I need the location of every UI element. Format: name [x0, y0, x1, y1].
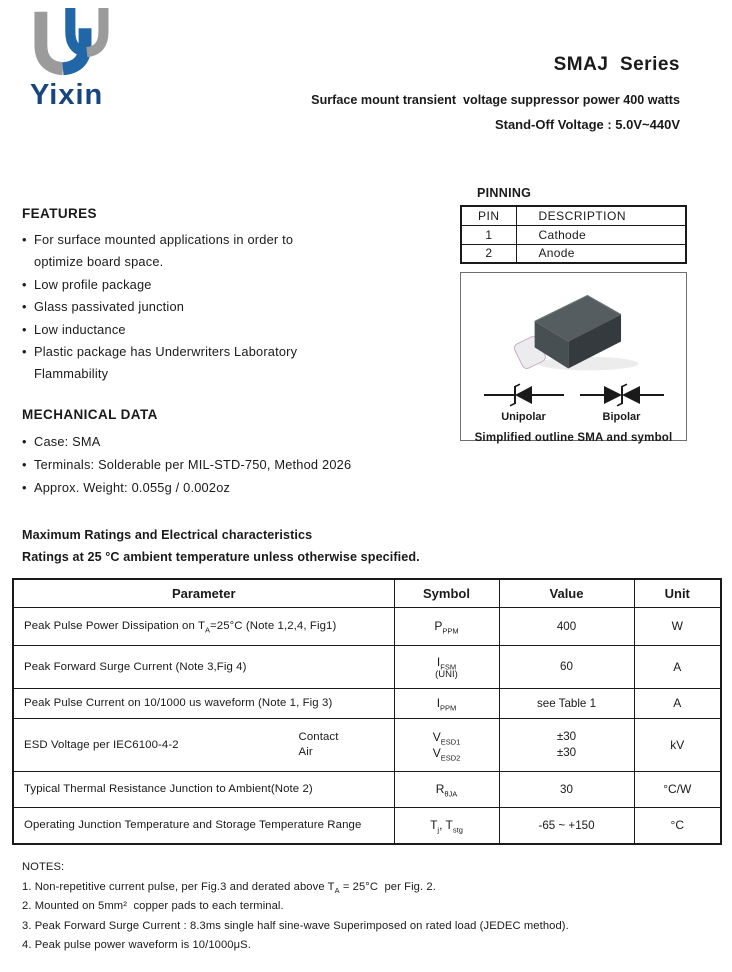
- product-subtitle: Surface mount transient voltage suppressor power 400 watts: [311, 93, 680, 107]
- feature-item: [22, 251, 454, 273]
- bipolar-symbol-cell: [580, 383, 664, 423]
- value-cell: -65 ~ +150: [499, 807, 634, 844]
- package-outline-box: [460, 272, 687, 444]
- logo-u-mark: [28, 8, 120, 78]
- unit-cell: A: [634, 688, 721, 718]
- ratings-subtitle: Ratings at 25 °C ambient temperature unless otherwise specified.: [22, 550, 420, 564]
- pin-number: 2: [461, 244, 516, 263]
- feature-item: [22, 363, 454, 385]
- feature-item: [22, 229, 454, 251]
- feature-text: Flammability: [34, 366, 109, 382]
- parameter-cell: Operating Junction Temperature and Storage Temperature Range: [13, 807, 394, 844]
- table-row: [13, 807, 721, 844]
- notes-section: [22, 858, 712, 956]
- bipolar-label: Bipolar: [602, 411, 641, 423]
- unit-cell: °C/W: [634, 771, 721, 807]
- ratings-table: [12, 578, 722, 845]
- pinning-table: [460, 205, 687, 264]
- pin-column-header: PIN: [461, 206, 516, 225]
- notes-heading: NOTES:: [22, 861, 65, 873]
- unipolar-label: Unipolar: [501, 411, 546, 423]
- feature-text: For surface mounted applications in order to: [34, 232, 294, 247]
- mechanical-item: [22, 430, 454, 453]
- value-cell: ±30 ±30: [499, 718, 634, 771]
- value-cell: see Table 1: [499, 688, 634, 718]
- feature-text: Low profile package: [34, 276, 152, 292]
- pinning-heading: PINNING: [477, 186, 532, 200]
- table-row: [13, 718, 721, 771]
- pinning-header-row: [461, 206, 686, 225]
- table-row: [13, 645, 721, 688]
- note-item: 4. Peak pulse power waveform is 10/1000μS.: [22, 939, 251, 951]
- table-row: [13, 771, 721, 807]
- diode-symbols: [461, 383, 686, 423]
- symbol-cell: $T_j$, $T_{stg}$: [394, 807, 499, 844]
- symbol-cell: $P_{PPM}$: [394, 607, 499, 645]
- mechanical-heading: MECHANICAL DATA: [22, 407, 158, 422]
- feature-item: [22, 296, 454, 318]
- esd-conditions: Contact Air: [298, 730, 339, 758]
- page-title: SMAJ Series: [553, 54, 680, 75]
- package-caption: Simplified outline SMA and symbol: [474, 432, 673, 444]
- mechanical-text: Terminals: Solderable per MIL-STD-750, Method 2026: [34, 457, 352, 472]
- unit-cell: A: [634, 645, 721, 688]
- bullet-icon: •: [22, 276, 27, 292]
- mechanical-text: Case: SMA: [34, 434, 101, 449]
- bullet-icon: •: [22, 321, 27, 337]
- col-value: Value: [499, 579, 634, 607]
- unit-cell: kV: [634, 718, 721, 771]
- feature-text: Glass passivated junction: [34, 299, 185, 315]
- value-cell: 60: [499, 645, 634, 688]
- note-item: 3. Peak Forward Surge Current : 8.3ms single half sine-wave Superimposed on rated load (JEDEC method).: [22, 919, 569, 932]
- features-heading: FEATURES: [22, 206, 97, 221]
- brand-name: Yixin: [30, 79, 104, 111]
- parameter-cell: Peak Pulse Current on 10/1000 us waveform (Note 1, Fig 3): [13, 688, 394, 718]
- bullet-icon: •: [22, 434, 27, 449]
- ratings-heading: [22, 524, 420, 568]
- sma-package-image: [489, 283, 659, 379]
- brand-logo: [28, 8, 148, 112]
- bullet-icon: •: [22, 232, 27, 247]
- unipolar-symbol-cell: [484, 383, 564, 423]
- bullet-icon: •: [22, 480, 27, 495]
- unit-cell: °C: [634, 807, 721, 844]
- symbol-cell: $I_{FSM}$ (UNI): [394, 645, 499, 688]
- feature-item: [22, 274, 454, 296]
- parameter-cell: Peak Pulse Power Dissipation on $T_A=25^\circ C$ (Note 1,2,4, Fig1): [13, 607, 394, 645]
- parameter-cell: Peak Forward Surge Current (Note 3,Fig 4): [13, 645, 394, 688]
- features-section: [22, 206, 454, 386]
- feature-item: [22, 341, 454, 363]
- description-column-header: DESCRIPTION: [516, 206, 686, 225]
- pin-description: Anode: [516, 244, 686, 263]
- mechanical-data-section: [22, 407, 454, 499]
- parameter-cell: ESD Voltage per IEC6100-4-2 Contact Air: [13, 718, 394, 771]
- value-cell: 30: [499, 771, 634, 807]
- bullet-icon: [22, 363, 34, 385]
- bullet-icon: •: [22, 457, 27, 472]
- table-row: [13, 688, 721, 718]
- value-cell: 400: [499, 607, 634, 645]
- note-item: 2. Mounted on 5mm² copper pads to each terminal.: [22, 900, 284, 912]
- bullet-icon: [22, 251, 34, 273]
- note-item: 1. Non-repetitive current pulse, per Fig.3 and derated above $T_A = 25^\circ C$ per Fig. 2.: [22, 880, 436, 895]
- pin-number: 1: [461, 225, 516, 244]
- bullet-icon: •: [22, 344, 27, 360]
- standoff-voltage: Stand-Off Voltage : 5.0V~440V: [494, 117, 680, 132]
- mechanical-item: [22, 476, 454, 499]
- table-row: [13, 607, 721, 645]
- col-parameter: Parameter: [13, 579, 394, 607]
- feature-item: [22, 319, 454, 341]
- symbol-cell: $R_{\theta JA}$: [394, 771, 499, 807]
- ratings-header-row: [13, 579, 721, 607]
- table-row: [461, 225, 686, 244]
- col-unit: Unit: [634, 579, 721, 607]
- feature-text: optimize board space.: [34, 254, 164, 270]
- mechanical-text: Approx. Weight: 0.055g / 0.002oz: [34, 480, 231, 495]
- pinning-section: [460, 186, 687, 264]
- unit-cell: W: [634, 607, 721, 645]
- mechanical-item: [22, 453, 454, 476]
- symbol-cell: $V_{ESD1}$ $V_{ESD2}$: [394, 718, 499, 771]
- col-symbol: Symbol: [394, 579, 499, 607]
- pin-description: Cathode: [516, 225, 686, 244]
- unipolar-diode-icon: [484, 383, 564, 407]
- symbol-cell: $I_{PPM}$: [394, 688, 499, 718]
- feature-text: Plastic package has Underwriters Laboratory: [34, 344, 298, 360]
- table-row: [461, 244, 686, 263]
- parameter-cell: Typical Thermal Resistance Junction to Ambient(Note 2): [13, 771, 394, 807]
- bullet-icon: •: [22, 299, 27, 315]
- ratings-title: Maximum Ratings and Electrical characteristics: [22, 528, 313, 542]
- feature-text: Low inductance: [34, 321, 126, 337]
- bipolar-diode-icon: [580, 383, 664, 407]
